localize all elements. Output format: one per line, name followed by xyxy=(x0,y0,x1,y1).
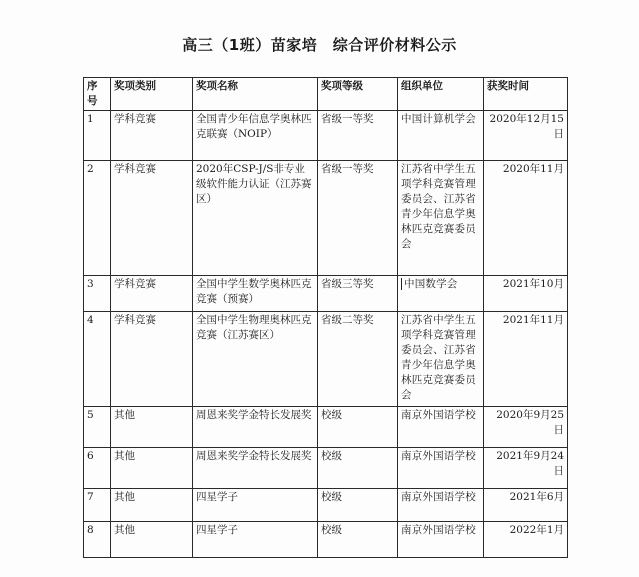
table-row xyxy=(84,407,568,448)
table-row xyxy=(84,161,568,276)
table-row xyxy=(84,111,568,161)
cell-category: 学科竞赛 xyxy=(111,276,193,312)
cell-date: 2021年6月 xyxy=(484,489,568,522)
cell-level: 校级 xyxy=(318,407,398,448)
cell-category: 其他 xyxy=(111,489,193,522)
cell-level: 省级一等奖 xyxy=(318,161,398,276)
cell-date: 2020年9月25日 xyxy=(484,407,568,448)
cell-name: 周恩来奖学金特长发展奖 xyxy=(193,448,318,489)
table-row xyxy=(84,448,568,489)
cell-level: 省级二等奖 xyxy=(318,312,398,407)
header-no: 序号 xyxy=(84,78,111,111)
cell-org xyxy=(398,276,484,312)
cell-no: 1 xyxy=(84,111,111,161)
cell-org: 江苏省中学生五项学科竞赛管理委员会、江苏省青少年信息学奥林匹克竞赛委员会 xyxy=(398,161,484,276)
cell-category: 其他 xyxy=(111,448,193,489)
cell-level: 省级三等奖 xyxy=(318,276,398,312)
cell-category: 学科竞赛 xyxy=(111,161,193,276)
cell-date: 2020年11月 xyxy=(484,161,568,276)
table-row xyxy=(84,522,568,558)
cell-org: 南京外国语学校 xyxy=(398,522,484,558)
cell-name: 2020年CSP-J/S非专业级软件能力认证（江苏赛区） xyxy=(193,161,318,276)
header-category: 奖项类别 xyxy=(111,78,193,111)
cell-org: 江苏省中学生五项学科竞赛管理委员会、江苏省青少年信息学奥林匹克竞赛委员会 xyxy=(398,312,484,407)
cell-date: 2020年12月15日 xyxy=(484,111,568,161)
cell-level: 省级一等奖 xyxy=(318,111,398,161)
cell-org: 南京外国语学校 xyxy=(398,448,484,489)
table-row xyxy=(84,276,568,312)
cell-no: 7 xyxy=(84,489,111,522)
cell-name: 四星学子 xyxy=(193,522,318,558)
cell-no: 6 xyxy=(84,448,111,489)
cell-no: 5 xyxy=(84,407,111,448)
cell-no: 8 xyxy=(84,522,111,558)
cell-name: 全国青少年信息学奥林匹克联赛（NOIP） xyxy=(193,111,318,161)
cell-name: 全国中学生物理奥林匹克竞赛（江苏赛区） xyxy=(193,312,318,407)
header-level: 奖项等级 xyxy=(318,78,398,111)
cell-category: 学科竞赛 xyxy=(111,312,193,407)
table-header-row xyxy=(84,78,568,111)
cell-org-text: 中国数学会 xyxy=(401,278,458,290)
cell-category: 学科竞赛 xyxy=(111,111,193,161)
cell-category: 其他 xyxy=(111,407,193,448)
cell-level: 校级 xyxy=(318,448,398,489)
header-org: 组织单位 xyxy=(398,78,484,111)
cell-level: 校级 xyxy=(318,522,398,558)
cell-org: 中国计算机学会 xyxy=(398,111,484,161)
cell-name: 周恩来奖学金特长发展奖 xyxy=(193,407,318,448)
cell-name: 四星学子 xyxy=(193,489,318,522)
cell-name: 全国中学生数学奥林匹克竞赛（预赛） xyxy=(193,276,318,312)
cell-date: 2021年9月24日 xyxy=(484,448,568,489)
cell-date: 2021年11月 xyxy=(484,312,568,407)
cell-no: 4 xyxy=(84,312,111,407)
cell-org: 南京外国语学校 xyxy=(398,407,484,448)
cell-date: 2021年10月 xyxy=(484,276,568,312)
cell-org: 南京外国语学校 xyxy=(398,489,484,522)
page-title: 高三（1班）苗家培 综合评价材料公示 xyxy=(182,36,457,54)
cell-no: 2 xyxy=(84,161,111,276)
cell-no: 3 xyxy=(84,276,111,312)
cell-category: 其他 xyxy=(111,522,193,558)
table-row xyxy=(84,312,568,407)
awards-table xyxy=(83,77,568,558)
cell-level: 校级 xyxy=(318,489,398,522)
table-row xyxy=(84,489,568,522)
cell-date: 2022年1月 xyxy=(484,522,568,558)
header-date: 获奖时间 xyxy=(484,78,568,111)
header-name: 奖项名称 xyxy=(193,78,318,111)
